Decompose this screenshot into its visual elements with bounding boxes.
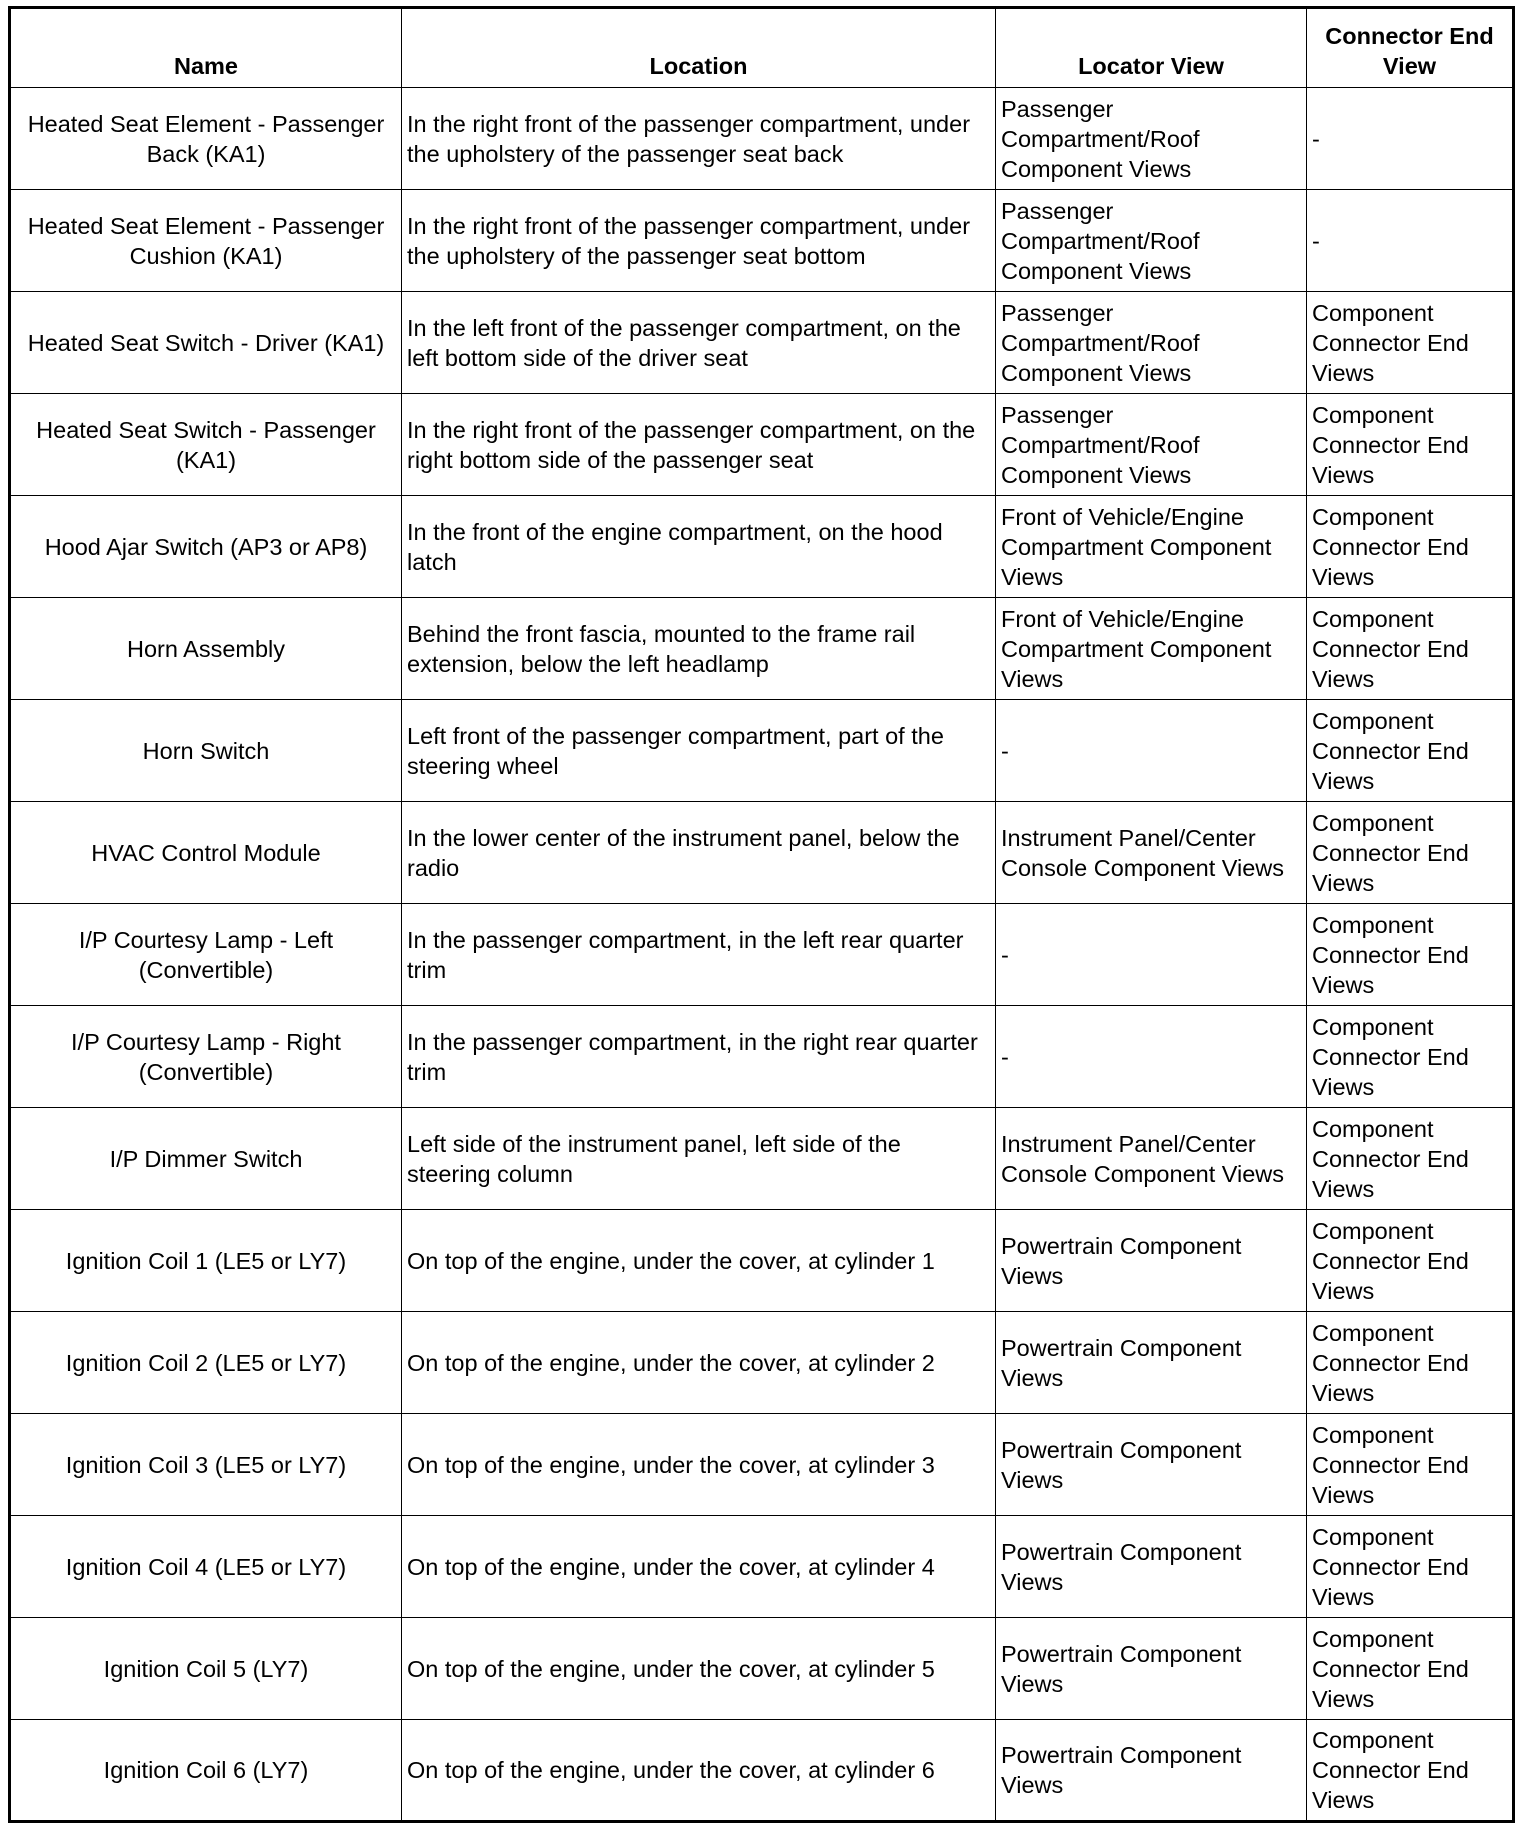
table-row — [10, 190, 1514, 292]
cell-connector-end-view: Component Connector End Views — [1307, 1414, 1514, 1516]
cell-locator-view: Front of Vehicle/Engine Compartment Component Views — [996, 496, 1307, 598]
cell-location: In the lower center of the instrument panel, below the radio — [402, 802, 996, 904]
cell-locator-view: Passenger Compartment/Roof Component Views — [996, 394, 1307, 496]
cell-name: Heated Seat Switch - Passenger (KA1) — [10, 394, 402, 496]
table-row — [10, 1414, 1514, 1516]
table-header-row — [10, 8, 1514, 88]
cell-locator-view: Powertrain Component Views — [996, 1210, 1307, 1312]
header-location: Location — [402, 8, 996, 88]
cell-name: Heated Seat Switch - Driver (KA1) — [10, 292, 402, 394]
table-row — [10, 700, 1514, 802]
cell-connector-end-view: Component Connector End Views — [1307, 1210, 1514, 1312]
cell-location: On top of the engine, under the cover, at cylinder 5 — [402, 1618, 996, 1720]
table-row — [10, 1006, 1514, 1108]
table-body — [10, 88, 1514, 1822]
cell-locator-view: - — [996, 1006, 1307, 1108]
table-row — [10, 88, 1514, 190]
cell-connector-end-view: Component Connector End Views — [1307, 394, 1514, 496]
cell-location: In the passenger compartment, in the left rear quarter trim — [402, 904, 996, 1006]
cell-locator-view: - — [996, 904, 1307, 1006]
header-connector-end-view: Connector End View — [1307, 8, 1514, 88]
cell-locator-view: Front of Vehicle/Engine Compartment Component Views — [996, 598, 1307, 700]
cell-location: On top of the engine, under the cover, at cylinder 4 — [402, 1516, 996, 1618]
table-row — [10, 1618, 1514, 1720]
table-row — [10, 598, 1514, 700]
cell-location: On top of the engine, under the cover, at cylinder 3 — [402, 1414, 996, 1516]
table-row — [10, 1108, 1514, 1210]
table-row — [10, 1210, 1514, 1312]
cell-locator-view: Passenger Compartment/Roof Component Views — [996, 190, 1307, 292]
cell-name: Heated Seat Element - Passenger Back (KA1) — [10, 88, 402, 190]
table-row — [10, 496, 1514, 598]
cell-connector-end-view: Component Connector End Views — [1307, 1720, 1514, 1822]
table-row — [10, 1720, 1514, 1822]
cell-location: On top of the engine, under the cover, at cylinder 6 — [402, 1720, 996, 1822]
table-row — [10, 1312, 1514, 1414]
cell-name: Ignition Coil 5 (LY7) — [10, 1618, 402, 1720]
cell-connector-end-view: Component Connector End Views — [1307, 802, 1514, 904]
cell-name: Ignition Coil 6 (LY7) — [10, 1720, 402, 1822]
cell-locator-view: Powertrain Component Views — [996, 1312, 1307, 1414]
cell-connector-end-view: Component Connector End Views — [1307, 1516, 1514, 1618]
cell-name: HVAC Control Module — [10, 802, 402, 904]
cell-locator-view: Powertrain Component Views — [996, 1720, 1307, 1822]
cell-name: Horn Switch — [10, 700, 402, 802]
cell-location: On top of the engine, under the cover, at cylinder 2 — [402, 1312, 996, 1414]
cell-locator-view: Instrument Panel/Center Console Component Views — [996, 802, 1307, 904]
cell-name: Ignition Coil 3 (LE5 or LY7) — [10, 1414, 402, 1516]
cell-locator-view: - — [996, 700, 1307, 802]
cell-name: Hood Ajar Switch (AP3 or AP8) — [10, 496, 402, 598]
cell-location: In the right front of the passenger compartment, under the upholstery of the passenger seat back — [402, 88, 996, 190]
cell-connector-end-view: Component Connector End Views — [1307, 598, 1514, 700]
cell-name: Ignition Coil 1 (LE5 or LY7) — [10, 1210, 402, 1312]
table-row — [10, 292, 1514, 394]
cell-name: Heated Seat Element - Passenger Cushion (KA1) — [10, 190, 402, 292]
cell-connector-end-view: Component Connector End Views — [1307, 904, 1514, 1006]
cell-name: Ignition Coil 4 (LE5 or LY7) — [10, 1516, 402, 1618]
cell-location: Left side of the instrument panel, left side of the steering column — [402, 1108, 996, 1210]
cell-name: Horn Assembly — [10, 598, 402, 700]
table-row — [10, 802, 1514, 904]
cell-location: In the right front of the passenger compartment, on the right bottom side of the passenger seat — [402, 394, 996, 496]
cell-locator-view: Passenger Compartment/Roof Component Views — [996, 292, 1307, 394]
table-row — [10, 394, 1514, 496]
cell-location: Left front of the passenger compartment, part of the steering wheel — [402, 700, 996, 802]
cell-location: On top of the engine, under the cover, at cylinder 1 — [402, 1210, 996, 1312]
header-name: Name — [10, 8, 402, 88]
cell-name: I/P Courtesy Lamp - Left (Convertible) — [10, 904, 402, 1006]
table-row — [10, 904, 1514, 1006]
cell-location: In the right front of the passenger compartment, under the upholstery of the passenger seat bottom — [402, 190, 996, 292]
component-locator-table — [8, 6, 1515, 1823]
cell-connector-end-view: Component Connector End Views — [1307, 292, 1514, 394]
cell-name: I/P Dimmer Switch — [10, 1108, 402, 1210]
cell-locator-view: Passenger Compartment/Roof Component Views — [996, 88, 1307, 190]
cell-location: In the front of the engine compartment, on the hood latch — [402, 496, 996, 598]
cell-location: In the left front of the passenger compartment, on the left bottom side of the driver seat — [402, 292, 996, 394]
cell-locator-view: Powertrain Component Views — [996, 1414, 1307, 1516]
cell-name: Ignition Coil 2 (LE5 or LY7) — [10, 1312, 402, 1414]
cell-locator-view: Instrument Panel/Center Console Component Views — [996, 1108, 1307, 1210]
cell-connector-end-view: - — [1307, 88, 1514, 190]
cell-locator-view: Powertrain Component Views — [996, 1516, 1307, 1618]
cell-location: Behind the front fascia, mounted to the frame rail extension, below the left headlamp — [402, 598, 996, 700]
cell-connector-end-view: Component Connector End Views — [1307, 700, 1514, 802]
cell-connector-end-view: - — [1307, 190, 1514, 292]
cell-connector-end-view: Component Connector End Views — [1307, 1006, 1514, 1108]
cell-connector-end-view: Component Connector End Views — [1307, 1108, 1514, 1210]
cell-connector-end-view: Component Connector End Views — [1307, 496, 1514, 598]
document-page — [8, 6, 1512, 1820]
cell-locator-view: Powertrain Component Views — [996, 1618, 1307, 1720]
table-row — [10, 1516, 1514, 1618]
cell-connector-end-view: Component Connector End Views — [1307, 1312, 1514, 1414]
cell-connector-end-view: Component Connector End Views — [1307, 1618, 1514, 1720]
cell-name: I/P Courtesy Lamp - Right (Convertible) — [10, 1006, 402, 1108]
cell-location: In the passenger compartment, in the right rear quarter trim — [402, 1006, 996, 1108]
header-locator-view: Locator View — [996, 8, 1307, 88]
